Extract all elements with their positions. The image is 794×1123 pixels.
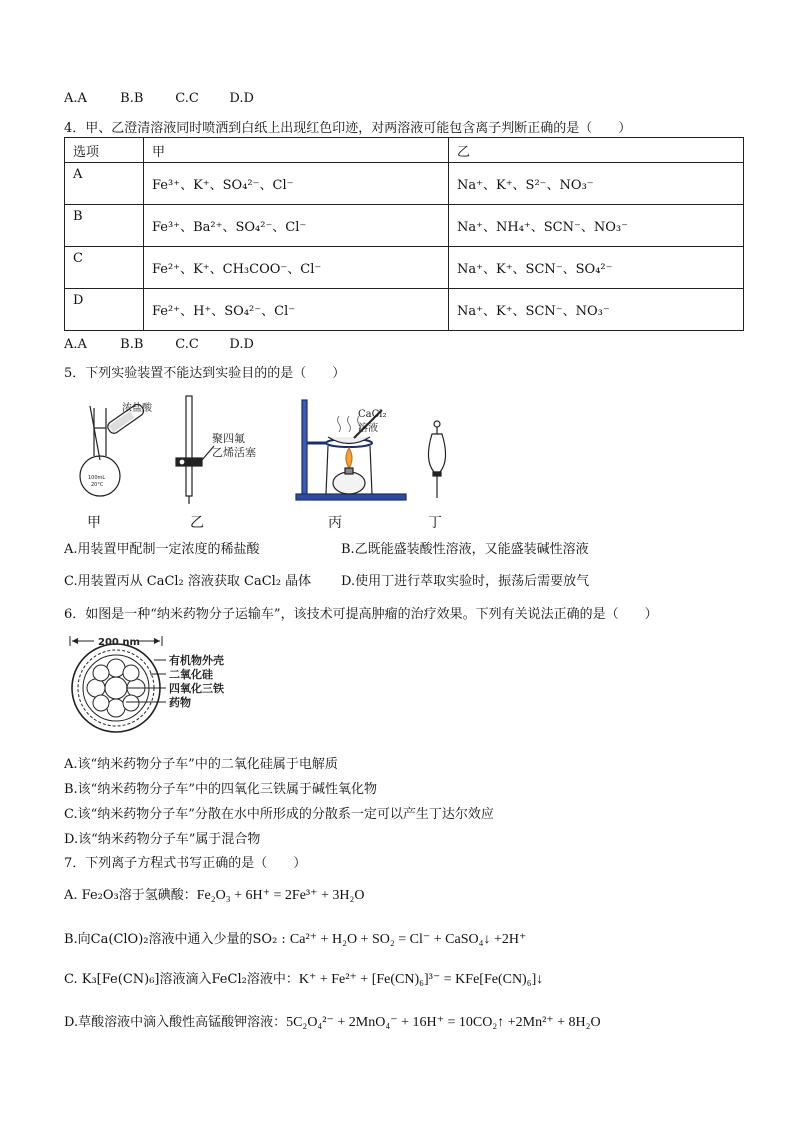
stopcock-label-1: 聚四氟 <box>212 432 245 445</box>
q7-option-b-equation: Ca²⁺ + H₂O + SO₂ = Cl⁻ + CaSO₄↓ +2H⁺ <box>289 932 527 947</box>
size-label: 200 nm <box>98 637 140 648</box>
q5-option-d: D.使用丁进行萃取实验时，振荡后需要放气 <box>341 574 590 589</box>
row-jia-ions: Fe²⁺、H⁺、SO₄²⁻、Cl⁻ <box>144 289 449 331</box>
q7-option-a-equation: Fe₂O₃ + 6H⁺ = 2Fe³⁺ + 3H₂O <box>196 888 365 903</box>
table-row <box>65 247 744 289</box>
q4-option-c: C.C <box>175 337 199 352</box>
q7-option-c-equation: K⁺ + Fe²⁺ + [Fe(CN)₆]³⁻ = KFe[Fe(CN)₆]↓ <box>298 972 544 987</box>
q7-option-d <box>64 1011 601 1031</box>
q6-option-d: D.该“纳米药物分子车”属于混合物 <box>64 832 261 847</box>
row-jia-ions: Fe²⁺、K⁺、CH₃COO⁻、Cl⁻ <box>144 247 449 289</box>
q7-stem: 7．下列离子方程式书写正确的是（ ） <box>64 856 307 871</box>
q3-options <box>64 91 254 106</box>
table-header-jia: 甲 <box>144 138 449 163</box>
q7-option-c-prefix: C. K₃[Fe(CN)₆]溶液滴入FeCl₂溶液中： <box>64 972 299 987</box>
q7-option-d-prefix: D.草酸溶液中滴入酸性高锰酸钾溶液： <box>64 1015 287 1030</box>
row-jia-ions: Fe³⁺、K⁺、SO₄²⁻、Cl⁻ <box>144 163 449 205</box>
row-key: A <box>65 163 144 205</box>
q4-option-d: D.D <box>229 337 254 352</box>
volumetric-flask-jia <box>80 402 145 496</box>
q5-option-a: A.用装置甲配制一定浓度的稀盐酸 <box>64 542 260 557</box>
figure-label-ding: 丁 <box>428 515 442 531</box>
figure-label-bing: 丙 <box>328 515 342 531</box>
q4-options <box>64 337 254 352</box>
q5-option-c: C.用装置丙从 CaCl₂ 溶液获取 CaCl₂ 晶体 <box>64 574 312 589</box>
solution-label: 溶液 <box>358 423 378 434</box>
q4-ion-table <box>64 137 744 331</box>
q5-apparatus-figure <box>64 388 484 508</box>
nano-carrier-diagram <box>66 630 256 740</box>
q4-option-b: B.B <box>120 337 144 352</box>
row-key: D <box>65 289 144 331</box>
q7-option-c <box>64 968 543 988</box>
figure-label-yi: 乙 <box>190 515 204 531</box>
row-yi-ions: Na⁺、K⁺、S²⁻、NO₃⁻ <box>449 163 744 205</box>
acid-label: 浓盐酸 <box>122 403 152 414</box>
silica-label: 二氧化硅 <box>169 668 213 681</box>
table-row <box>65 289 744 331</box>
q7-option-a-prefix: A. Fe₂O₃溶于氢碘酸： <box>64 888 197 903</box>
flask-mark-temp: 20°C <box>91 482 104 488</box>
q7-option-a <box>64 884 365 904</box>
figure-label-jia: 甲 <box>87 515 101 531</box>
shell-label: 有机物外壳 <box>169 654 224 667</box>
q3-option-a: A.A <box>64 91 87 106</box>
table-row <box>65 205 744 247</box>
q4-option-a: A.A <box>64 337 87 352</box>
q7-option-b <box>64 928 526 948</box>
nanoparticle <box>72 644 166 732</box>
q6-stem: 6．如图是一种“纳米药物分子运输车”，该技术可提高肿瘤的治疗效果。下列有关说法正确的是（ ） <box>64 607 658 622</box>
burette-yi <box>176 396 214 504</box>
row-jia-ions: Fe³⁺、Ba²⁺、SO₄²⁻、Cl⁻ <box>144 205 449 247</box>
evaporation-setup-bing <box>296 400 406 500</box>
row-yi-ions: Na⁺、NH₄⁺、SCN⁻、NO₃⁻ <box>449 205 744 247</box>
flask-mark-volume: 100mL <box>88 475 106 481</box>
table-row <box>65 163 744 205</box>
cacl2-label: CaCl₂ <box>358 409 387 420</box>
q3-option-b: B.B <box>120 91 144 106</box>
q5-option-b: B.乙既能盛装酸性溶液，又能盛装碱性溶液 <box>341 542 589 557</box>
q7-option-d-equation: 5C₂O₄²⁻ + 2MnO₄⁻ + 16H⁺ = 10CO₂↑ +2Mn²⁺ + 8H₂O <box>286 1015 601 1030</box>
stopcock-label-2: 乙烯活塞 <box>212 446 256 459</box>
q6-option-b: B.该“纳米药物分子车”中的四氧化三铁属于碱性氧化物 <box>64 782 377 797</box>
q5-stem: 5．下列实验装置不能达到实验目的的是（ ） <box>64 366 346 381</box>
q3-option-d: D.D <box>229 91 254 106</box>
q4-stem: 4．甲、乙澄清溶液同时喷洒到白纸上出现红色印迹，对两溶液可能包含离子判断正确的是（ ） <box>64 121 632 136</box>
table-header-option: 选项 <box>65 138 144 163</box>
table-header-yi: 乙 <box>449 138 744 163</box>
separatory-funnel-ding <box>428 421 445 498</box>
row-yi-ions: Na⁺、K⁺、SCN⁻、NO₃⁻ <box>449 289 744 331</box>
fe3o4-label: 四氧化三铁 <box>169 682 224 695</box>
q6-option-c: C.该“纳米药物分子车”分散在水中所形成的分散系一定可以产生丁达尔效应 <box>64 807 494 822</box>
q6-option-a: A.该“纳米药物分子车”中的二氧化硅属于电解质 <box>64 757 338 772</box>
q7-option-b-prefix: B.向Ca(ClO)₂溶液中通入少量的SO₂ : <box>64 932 290 947</box>
row-key: B <box>65 205 144 247</box>
row-yi-ions: Na⁺、K⁺、SCN⁻、SO₄²⁻ <box>449 247 744 289</box>
drug-label: 药物 <box>169 696 191 709</box>
q3-option-c: C.C <box>175 91 199 106</box>
row-key: C <box>65 247 144 289</box>
